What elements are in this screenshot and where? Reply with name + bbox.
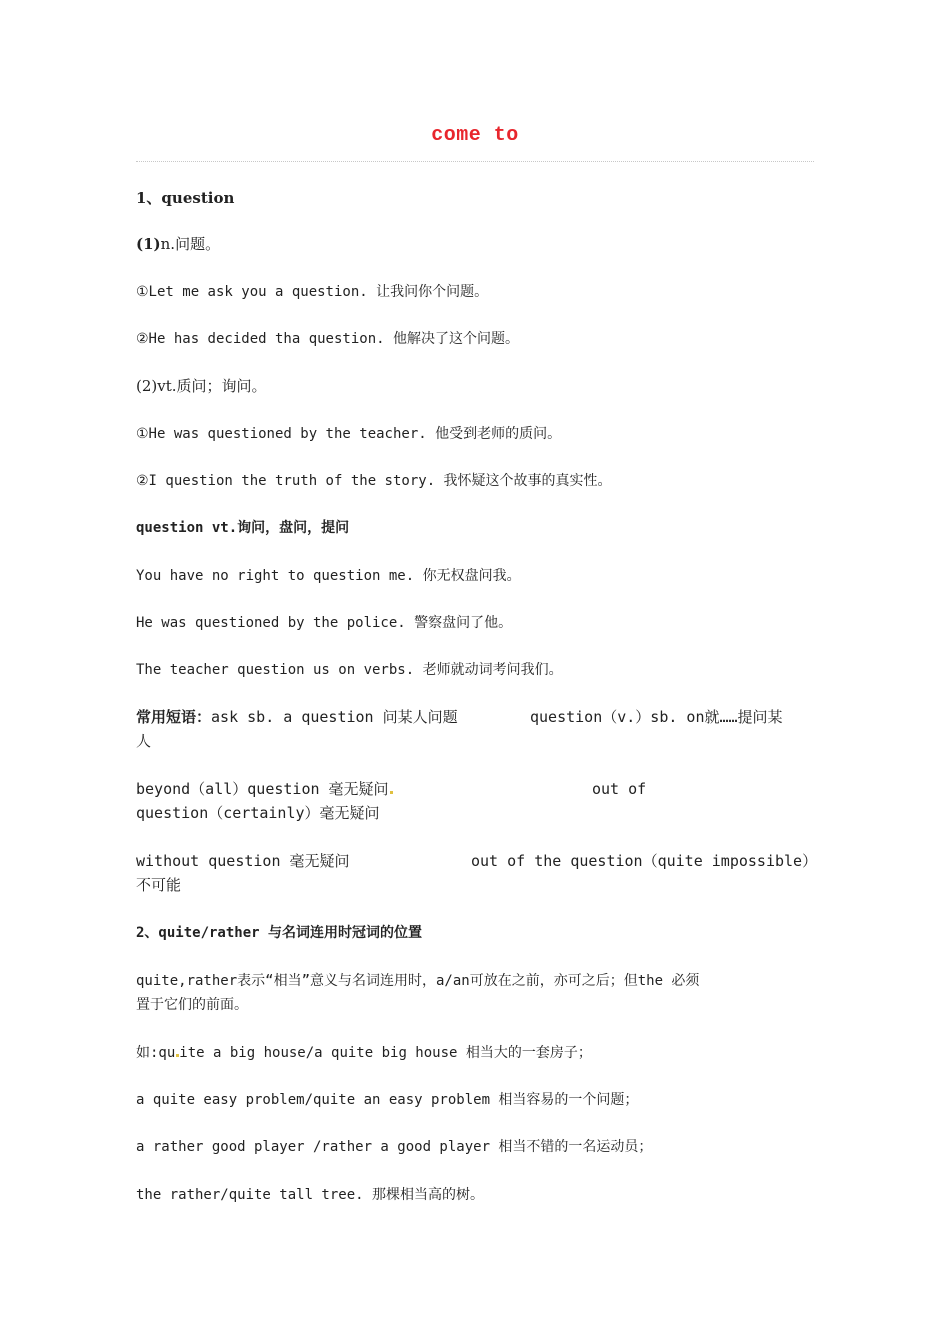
noun-example-1: ①Let me ask you a question. 让我问你个问题。 (136, 284, 489, 300)
phrases-row-1 (136, 705, 814, 753)
phrase-question-on-cont: 人 (136, 732, 152, 750)
title-divider (136, 161, 814, 162)
phrase-out-of-the-question-cont: 不可能 (136, 876, 182, 894)
example-4: the rather/quite tall tree. 那棵相当高的树。 (136, 1187, 485, 1203)
rule-line-1: quite,rather表示“相当”意义与名词连用时，a/an可放在之前，亦可之后；但the 必须 (136, 973, 700, 989)
phrase-without: without question 毫无疑问 (136, 852, 350, 870)
phrase-ask: ask sb. a question 问某人问题 (211, 708, 458, 726)
section-2-heading: 2、quite/rather 与名词连用时冠词的位置 (136, 925, 423, 941)
verb2-heading: question vt.询问，盘问，提问 (136, 520, 350, 536)
verb2-example-3: The teacher question us on verbs. 老师就动词考问我们。 (136, 662, 563, 678)
noun-label-rest: n.问题。 (160, 235, 221, 253)
marker-dot (390, 791, 393, 794)
example-1 (136, 1041, 814, 1065)
verb2-example-2: He was questioned by the police. 警察盘问了他。 (136, 615, 513, 631)
rule-line-2: 置于它们的前面。 (136, 997, 248, 1013)
verb-example-1: ①He was questioned by the teacher. 他受到老师的质问。 (136, 426, 562, 442)
phrase-out-of-cont: question（certainly）毫无疑问 (136, 804, 380, 822)
example-1-part-a: 如:qu (136, 1045, 176, 1061)
page-title: come to (431, 124, 519, 147)
phrase-out-of-the-question: out of the question（quite impossible） (471, 852, 818, 870)
example-3: a rather good player /rather a good player 相当不错的一名运动员； (136, 1139, 653, 1155)
phrase-beyond: beyond（all）question 毫无疑问 (136, 780, 389, 798)
example-1-part-b: ite a big house/a quite big house 相当大的一套房子； (179, 1045, 592, 1061)
noun-label: (1)n.问题。 (136, 235, 221, 253)
verb-label: (2)vt.质问；询问。 (136, 377, 267, 395)
phrases-label: 常用短语： (136, 708, 212, 726)
phrase-out-of: out of (592, 780, 647, 798)
phrases-row-2 (136, 777, 814, 825)
section-1-heading: 1、question (136, 189, 235, 207)
example-2: a quite easy problem/quite an easy problem 相当容易的一个问题； (136, 1092, 639, 1108)
verb2-example-1: You have no right to question me. 你无权盘问我。 (136, 568, 521, 584)
phrases-row-3 (136, 849, 818, 897)
verb-example-2: ②I question the truth of the story. 我怀疑这个故事的真实性。 (136, 473, 612, 489)
phrase-question-on: question（v.）sb. on就……提问某 (530, 708, 783, 726)
noun-example-2: ②He has decided tha question. 他解决了这个问题。 (136, 331, 519, 347)
